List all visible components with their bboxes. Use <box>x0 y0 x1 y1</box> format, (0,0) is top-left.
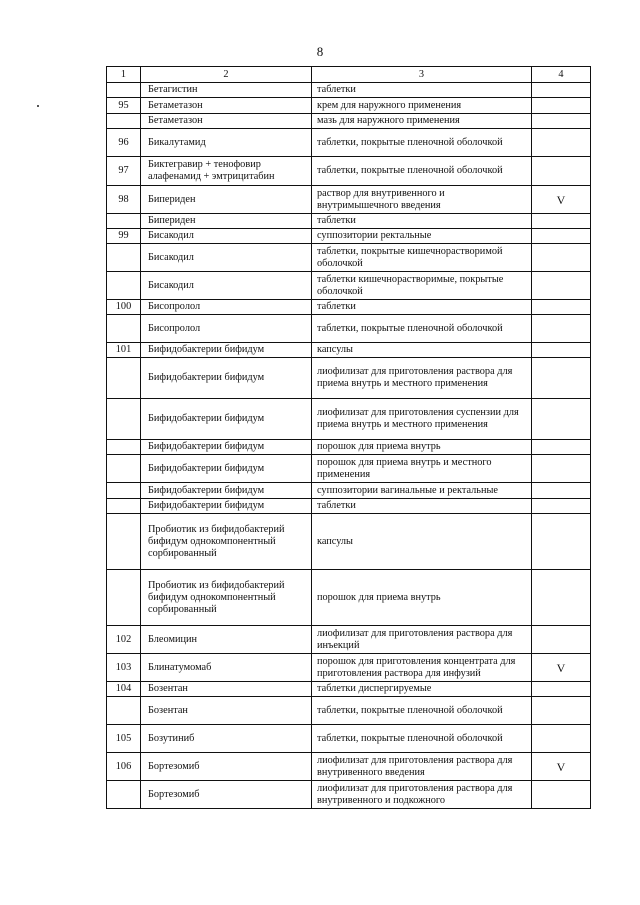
v-mark: V <box>532 654 591 682</box>
v-mark <box>532 399 591 440</box>
dosage-form: таблетки диспергируемые <box>312 682 532 697</box>
drug-name: Бифидобактерии бифидум <box>141 483 312 499</box>
dosage-form: лиофилизат для приготовления раствора для инъекций <box>312 626 532 654</box>
table-row <box>107 98 591 114</box>
v-mark: V <box>532 753 591 781</box>
table-row <box>107 626 591 654</box>
row-number: 105 <box>107 725 141 753</box>
v-mark <box>532 114 591 129</box>
v-mark <box>532 229 591 244</box>
v-mark <box>532 214 591 229</box>
table-row <box>107 186 591 214</box>
v-mark <box>532 343 591 358</box>
table-row <box>107 129 591 157</box>
v-mark <box>532 83 591 98</box>
row-number <box>107 440 141 455</box>
drug-name: Бетаметазон <box>141 98 312 114</box>
header-col-3: 3 <box>312 67 532 83</box>
table-row <box>107 514 591 570</box>
row-number: 104 <box>107 682 141 697</box>
v-mark <box>532 440 591 455</box>
v-mark <box>532 781 591 809</box>
drug-name: Бипериден <box>141 214 312 229</box>
drug-name: Пробиотик из бифидобактерий бифидум однокомпонентный сорбированный <box>141 514 312 570</box>
scan-speck <box>37 105 39 107</box>
table-row <box>107 725 591 753</box>
table-row <box>107 697 591 725</box>
dosage-form: таблетки, покрытые пленочной оболочкой <box>312 697 532 725</box>
table-row <box>107 229 591 244</box>
v-mark <box>532 244 591 272</box>
dosage-form: таблетки, покрытые пленочной оболочкой <box>312 315 532 343</box>
drug-name: Бисакодил <box>141 244 312 272</box>
table-body <box>107 83 591 809</box>
dosage-form: порошок для приема внутрь <box>312 440 532 455</box>
dosage-form: таблетки кишечнорастворимые, покрытые оболочкой <box>312 272 532 300</box>
table-row <box>107 455 591 483</box>
table-row <box>107 157 591 186</box>
v-mark <box>532 514 591 570</box>
dosage-form: капсулы <box>312 343 532 358</box>
drug-name: Бортезомиб <box>141 753 312 781</box>
dosage-form: таблетки, покрытые кишечнорастворимой оболочкой <box>312 244 532 272</box>
v-mark <box>532 697 591 725</box>
drug-name: Биктегравир + тенофовир алафенамид + эмтрицитабин <box>141 157 312 186</box>
dosage-form: таблетки, покрытые пленочной оболочкой <box>312 725 532 753</box>
v-mark <box>532 300 591 315</box>
table-row <box>107 753 591 781</box>
v-mark <box>532 358 591 399</box>
table-row <box>107 781 591 809</box>
drug-name: Бифидобактерии бифидум <box>141 440 312 455</box>
drug-name: Бифидобактерии бифидум <box>141 455 312 483</box>
header-col-4: 4 <box>532 67 591 83</box>
table-row <box>107 499 591 514</box>
table-row <box>107 682 591 697</box>
row-number: 97 <box>107 157 141 186</box>
drug-name: Бетагистин <box>141 83 312 98</box>
drug-name: Бозентан <box>141 697 312 725</box>
table-row <box>107 570 591 626</box>
dosage-form: лиофилизат для приготовления раствора для внутривенного введения <box>312 753 532 781</box>
dosage-form: лиофилизат для приготовления раствора для внутривенного и подкожного <box>312 781 532 809</box>
drug-name: Бисакодил <box>141 272 312 300</box>
dosage-form: таблетки, покрытые пленочной оболочкой <box>312 129 532 157</box>
drug-table <box>106 66 591 809</box>
row-number <box>107 214 141 229</box>
drug-name: Бифидобактерии бифидум <box>141 343 312 358</box>
row-number <box>107 455 141 483</box>
row-number <box>107 315 141 343</box>
table-row <box>107 272 591 300</box>
v-mark <box>532 682 591 697</box>
row-number <box>107 114 141 129</box>
dosage-form: лиофилизат для приготовления раствора для приема внутрь и местного применения <box>312 358 532 399</box>
v-mark <box>532 455 591 483</box>
dosage-form: лиофилизат для приготовления суспензии для приема внутрь и местного применения <box>312 399 532 440</box>
drug-name: Бипериден <box>141 186 312 214</box>
drug-name: Бифидобактерии бифидум <box>141 499 312 514</box>
dosage-form: таблетки <box>312 214 532 229</box>
v-mark <box>532 499 591 514</box>
v-mark <box>532 626 591 654</box>
v-mark <box>532 570 591 626</box>
row-number: 103 <box>107 654 141 682</box>
drug-name: Бикалутамид <box>141 129 312 157</box>
header-col-2: 2 <box>141 67 312 83</box>
row-number <box>107 483 141 499</box>
v-mark <box>532 272 591 300</box>
dosage-form: мазь для наружного применения <box>312 114 532 129</box>
row-number <box>107 499 141 514</box>
row-number: 99 <box>107 229 141 244</box>
dosage-form: порошок для приема внутрь <box>312 570 532 626</box>
dosage-form: порошок для приема внутрь и местного применения <box>312 455 532 483</box>
row-number <box>107 272 141 300</box>
drug-name: Бифидобактерии бифидум <box>141 358 312 399</box>
dosage-form: таблетки <box>312 83 532 98</box>
row-number <box>107 83 141 98</box>
drug-name: Блинатумомаб <box>141 654 312 682</box>
table-row <box>107 214 591 229</box>
row-number <box>107 514 141 570</box>
row-number <box>107 697 141 725</box>
table-row <box>107 300 591 315</box>
drug-name: Бозутиниб <box>141 725 312 753</box>
drug-name: Пробиотик из бифидобактерий бифидум однокомпонентный сорбированный <box>141 570 312 626</box>
v-mark: V <box>532 186 591 214</box>
dosage-form: капсулы <box>312 514 532 570</box>
row-number <box>107 358 141 399</box>
table-row <box>107 399 591 440</box>
table-row <box>107 114 591 129</box>
row-number <box>107 781 141 809</box>
drug-name: Блеомицин <box>141 626 312 654</box>
v-mark <box>532 98 591 114</box>
table-row <box>107 358 591 399</box>
drug-name: Бортезомиб <box>141 781 312 809</box>
v-mark <box>532 725 591 753</box>
row-number: 106 <box>107 753 141 781</box>
table-row <box>107 483 591 499</box>
drug-name: Бозентан <box>141 682 312 697</box>
header-col-1: 1 <box>107 67 141 83</box>
table-row <box>107 83 591 98</box>
v-mark <box>532 483 591 499</box>
dosage-form: суппозитории ректальные <box>312 229 532 244</box>
dosage-form: порошок для приготовления концентрата для приготовления раствора для инфузий <box>312 654 532 682</box>
table-header-row <box>107 67 591 83</box>
v-mark <box>532 315 591 343</box>
table-row <box>107 343 591 358</box>
row-number <box>107 399 141 440</box>
drug-name: Бисакодил <box>141 229 312 244</box>
table-row <box>107 244 591 272</box>
page-number: 8 <box>316 44 324 59</box>
v-mark <box>532 129 591 157</box>
row-number <box>107 244 141 272</box>
dosage-form: раствор для внутривенного и внутримышечного введения <box>312 186 532 214</box>
row-number <box>107 570 141 626</box>
row-number: 95 <box>107 98 141 114</box>
row-number: 98 <box>107 186 141 214</box>
drug-name: Бисопролол <box>141 315 312 343</box>
dosage-form: таблетки <box>312 300 532 315</box>
dosage-form: таблетки <box>312 499 532 514</box>
row-number: 100 <box>107 300 141 315</box>
v-mark <box>532 157 591 186</box>
row-number: 102 <box>107 626 141 654</box>
table-row <box>107 654 591 682</box>
drug-name: Бетаметазон <box>141 114 312 129</box>
dosage-form: суппозитории вагинальные и ректальные <box>312 483 532 499</box>
table-row <box>107 440 591 455</box>
table-row <box>107 315 591 343</box>
row-number: 96 <box>107 129 141 157</box>
row-number: 101 <box>107 343 141 358</box>
drug-name: Бисопролол <box>141 300 312 315</box>
dosage-form: крем для наружного применения <box>312 98 532 114</box>
drug-name: Бифидобактерии бифидум <box>141 399 312 440</box>
dosage-form: таблетки, покрытые пленочной оболочкой <box>312 157 532 186</box>
